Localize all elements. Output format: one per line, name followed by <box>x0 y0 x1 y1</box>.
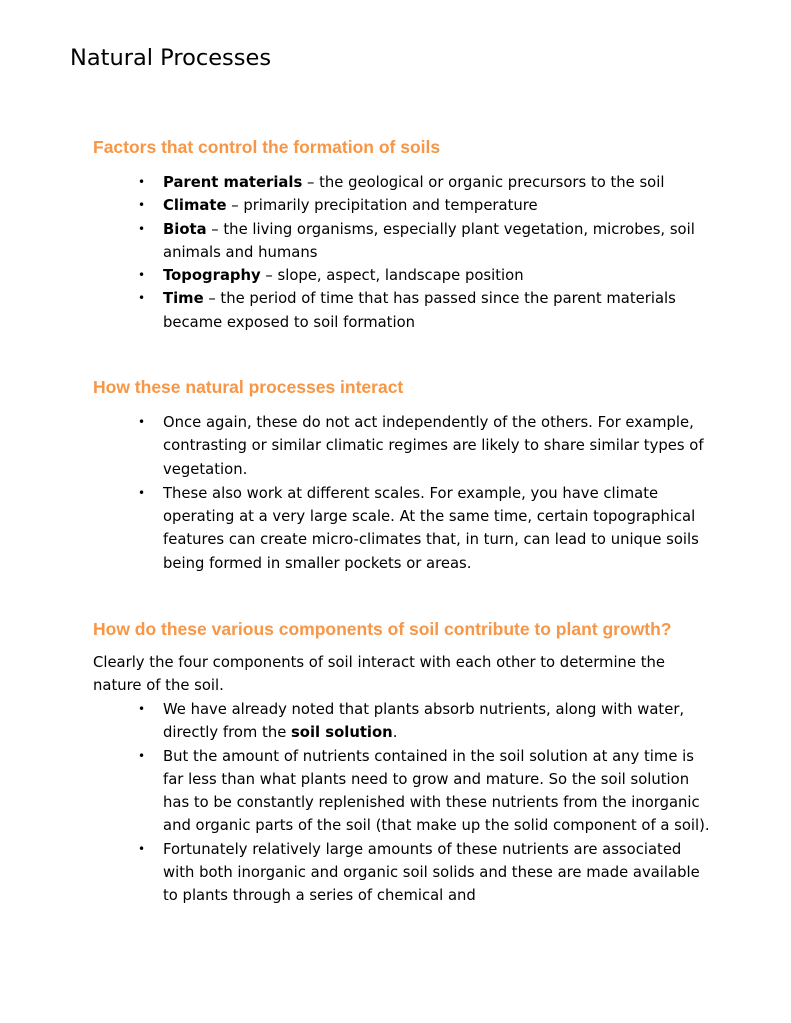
list-item <box>93 194 713 217</box>
bullet-icon: • <box>138 198 146 213</box>
bullet-icon: • <box>138 748 146 763</box>
list-item <box>93 482 713 575</box>
list-item-text: – primarily precipitation and temperature <box>226 197 538 215</box>
page-title: Natural Processes <box>70 45 272 71</box>
list-item-text: Fortunately relatively large amounts of these nutrients are associated with both inorganic and organic soil solids and these are made available to plants through a series of chemical and <box>163 840 700 905</box>
list-item <box>93 745 713 838</box>
list-item-term: Climate <box>163 197 227 215</box>
list-item-text: – the living organisms, especially plant vegetation, microbes, soil animals and humans <box>163 220 695 261</box>
plant-growth-list <box>93 698 713 908</box>
list-item <box>93 264 713 287</box>
bullet-icon: • <box>138 175 146 189</box>
list-item-text: We have already noted that plants absorb nutrients, along with water, directly from the <box>163 701 685 742</box>
bullet-icon: • <box>138 415 146 429</box>
list-item-text: Once again, these do not act independently of the others. For example, contrasting or similar climatic regimes are likely to share similar types of vegetation. <box>163 414 704 478</box>
list-item-term: Parent materials <box>163 174 303 191</box>
section-heading-process-interaction: How these natural processes interact <box>93 377 404 397</box>
list-item <box>93 218 713 265</box>
list-item-text-end: . <box>392 724 398 742</box>
intro-paragraph: Clearly the four components of soil interact with each other to determine the nature of the soil. <box>93 654 666 695</box>
section-heading-soil-formation-factors: Factors that control the formation of soils <box>93 137 441 157</box>
list-item-term: Biota <box>163 220 207 238</box>
list-item-text: But the amount of nutrients contained in the soil solution at any time is far less than what plants need to grow and mature. So the soil solution has to be constantly replenished with these nutrients from the inorganic and organic parts of the soil (that make up the solid component of a soil). <box>163 747 710 835</box>
list-item-text: – slope, aspect, landscape position <box>260 267 524 285</box>
bullet-icon: • <box>138 485 146 500</box>
bullet-icon: • <box>138 291 146 306</box>
list-item-term: Topography <box>163 267 261 285</box>
list-item <box>93 838 713 908</box>
list-item-text: – the period of time that has passed since the parent materials became exposed to soil formation <box>163 290 676 331</box>
list-item <box>93 698 713 745</box>
bullet-icon: • <box>138 268 146 283</box>
soil-formation-factors-list <box>93 171 713 334</box>
list-item-text: These also work at different scales. For example, you have climate operating at a very large scale. At the same time, certain topographical features can create micro-climates that, in turn, can lead to unique soils being formed in smaller pockets or areas. <box>163 484 699 572</box>
list-item-text: – the geological or organic precursors to the soil <box>302 174 665 191</box>
list-item <box>93 287 713 334</box>
bullet-icon: • <box>138 841 146 856</box>
soil-solution-term: soil solution <box>291 724 393 742</box>
section-heading-plant-growth: How do these various components of soil contribute to plant growth? <box>93 619 672 639</box>
list-item <box>93 171 713 194</box>
bullet-icon: • <box>138 221 146 236</box>
bullet-icon: • <box>138 702 146 716</box>
list-item-term: Time <box>163 290 204 308</box>
process-interaction-list <box>93 411 713 575</box>
list-item <box>93 411 713 481</box>
